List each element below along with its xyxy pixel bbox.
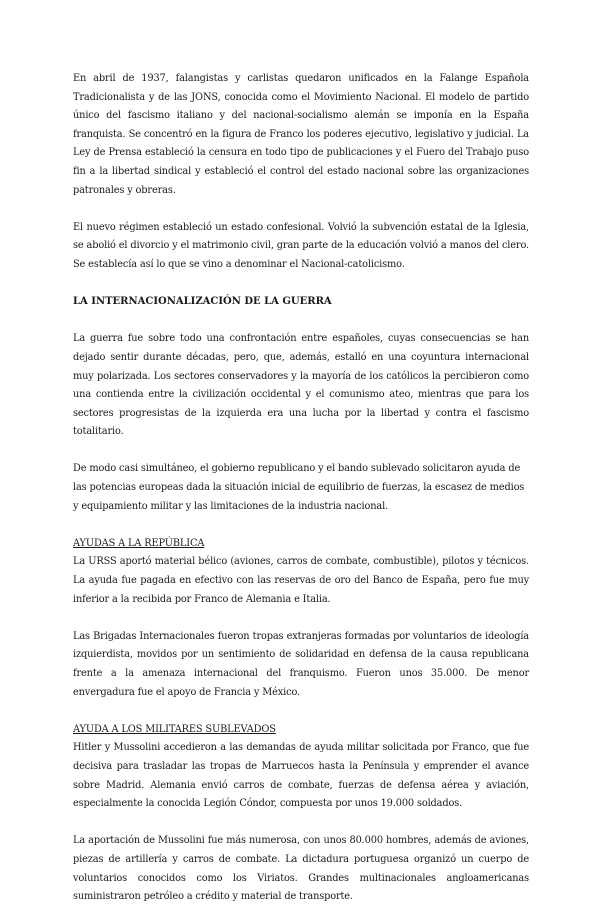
paragraph-urss: La URSS aportó material bélico (aviones, carros de combate, combustible), pilotos y técnicos. La ayuda fue pagada en efectivo con las reservas de oro del Banco de España, pero fue muy inferior a la recibida por Franco de Alemania e Italia. [73, 556, 529, 605]
subheading-ayudas-republica: AYUDAS A LA REPÚBLICA [73, 537, 205, 549]
section-title: LA INTERNACIONALIZACIÓN DE LA GUERRA [73, 296, 332, 308]
paragraph-nacional-catolicismo: El nuevo régimen estableció un estado confesional. Volvió la subvención estatal de la Iglesia, se abolió el divorcio y el matrimonio civil, gran parte de la educación volvió a manos del clero. Se establecía así lo que se vino a denominar el Nacional-catolicismo. [73, 221, 529, 270]
subheading-ayuda-sublevados: AYUDA A LOS MILITARES SUBLEVADOS [73, 723, 276, 735]
paragraph-brigadas: Las Brigadas Internacionales fueron tropas extranjeras formadas por voluntarios de ideología izquierdista, movidos por un sentimiento de solidaridad en defensa de la causa republicana frente a la amenaza internacional del franquismo. Fueron unos 35.000. De menor envergadura fue el apoyo de Francia y México. [73, 630, 529, 698]
paragraph-confrontacion: La guerra fue sobre todo una confrontación entre españoles, cuyas consecuencias se han dejado sentir durante décadas, pero, que, además, estalló en una coyuntura internacional muy polarizada. Los sectores conservadores y la mayoría de los católicos la percibieron como una contienda entre la civilización occidental y el comunismo ateo, mientras que para los sectores progresistas de la izquierda era una lucha por la libertad y contra el fascismo totalitario. [73, 333, 529, 438]
paragraph-line: De modo casi simultáneo, el gobierno republicano y el bando sublevado solicitaron ayuda de [73, 463, 521, 475]
paragraph-movimiento-nacional: En abril de 1937, falangistas y carlistas quedaron unificados en la Falange Española Tradicionalista y de las JONS, conocida como el Movimiento Nacional. El modelo de partido único del fascismo italiano y del nacional-socialismo alemán se imponía en la España franquista. Se concentró en la figura de Franco los poderes ejecutivo, legislativo y judicial. La Ley de Prensa estableció la censura en todo tipo de publicaciones y el Fuero del Trabajo puso fin a la libertad sindical y estableció el control del estado nacional sobre las organizaciones patronales y obreras. [73, 73, 529, 196]
paragraph-line: las potencias europeas dada la situación inicial de equilibrio de fuerzas, la escasez de medios [73, 482, 525, 494]
paragraph-ayuda-solicitada [73, 460, 529, 516]
paragraph-hitler-mussolini: Hitler y Mussolini accedieron a las demandas de ayuda militar solicitada por Franco, que fue decisiva para trasladar las tropas de Marruecos hasta la Península y emprender el avance sobre Madrid. Alemania envió carros de combate, fuerzas de defensa aérea y aviación, especialmente la conocida Legión Cóndor, compuesta por unos 19.000 soldados. [73, 742, 529, 810]
document-page [73, 70, 529, 907]
paragraph-aportacion-mussolini: La aportación de Mussolini fue más numerosa, con unos 80.000 hombres, además de aviones, piezas de artillería y carros de combate. La dictadura portuguesa organizó un cuerpo de voluntarios conocidos como los Viriatos. Grandes multinacionales angloamericanas suministraron petróleo a crédito y material de transporte. [73, 835, 529, 903]
paragraph-line: y equipamiento militar y las limitaciones de la industria nacional. [73, 500, 389, 512]
